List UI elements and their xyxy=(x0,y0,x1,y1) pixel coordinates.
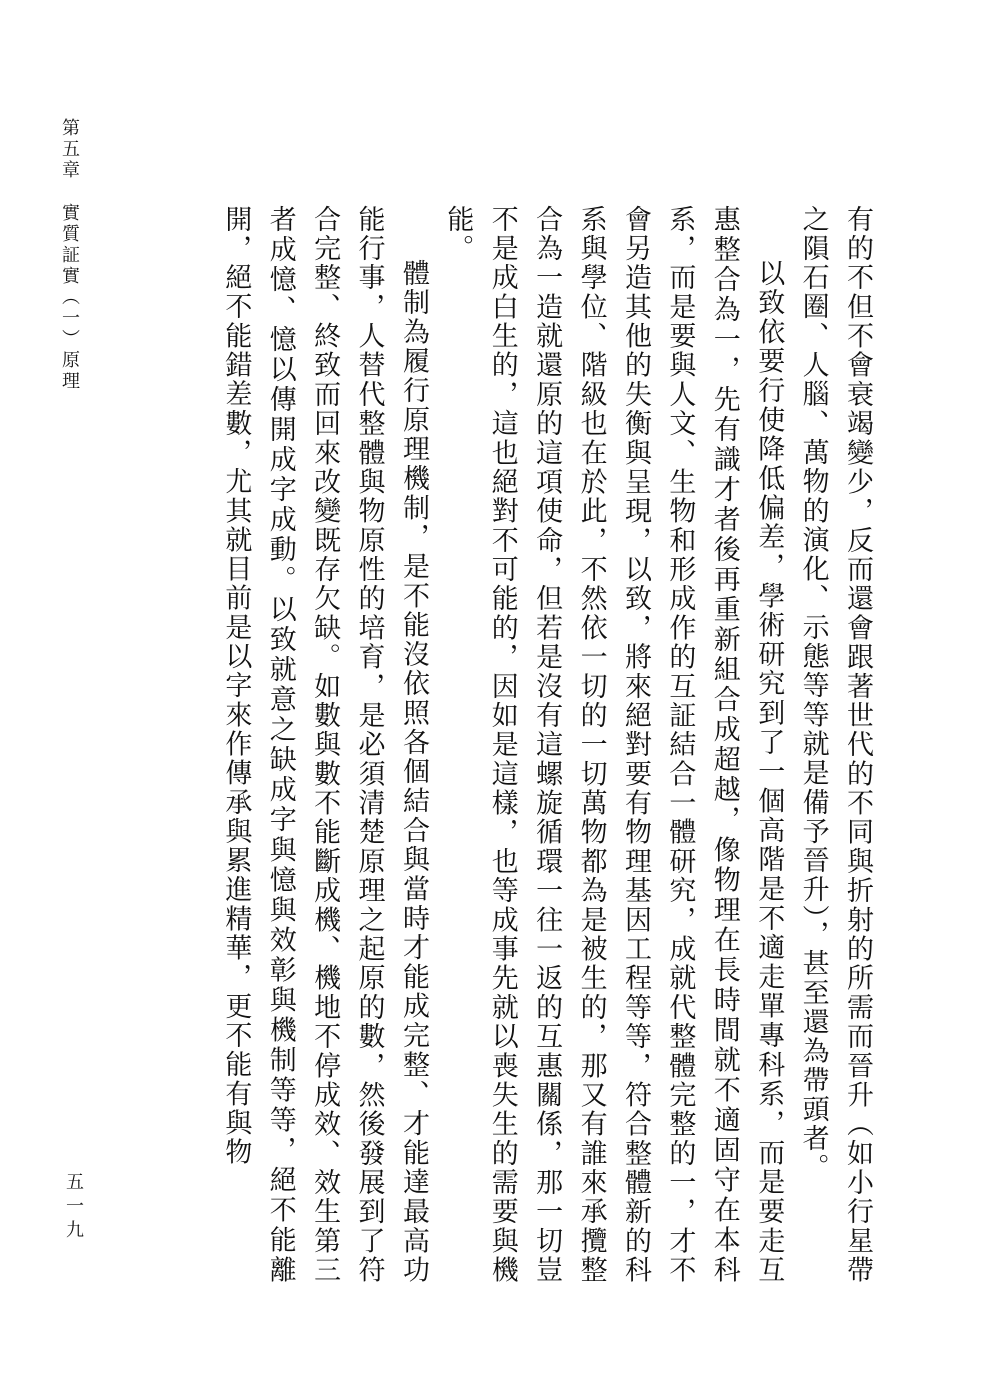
paragraph-1: 有的不但不會衰竭變少，反而還會跟著世代的不同與折射的所需而晉升（如小行星帶之隕石圈、人腦、萬物的演化、示態等等就是備予晉升），甚至還為帶頭者。 xyxy=(797,205,873,1285)
page-number: 五一九 xyxy=(63,1172,84,1244)
paragraph-3: 體制為履行原理機制，是不能沒依照各個結合與當時才能成完整、才能達最高功能行事，人替代整體與物原性的培育，是必須清楚原理之起原的數，然後發展到了符合完整、終致而回來改變既存欠缺。如數與數不能斷成機、機地不停成效、效生第三者成憶、憶以傳開成字成動。以致就意之缺成字與憶與效彰與機制等等，絕不能離開，絕不能錯差數，尤其就目前是以字來作傳承與累進精華，更不能有與物 xyxy=(220,205,429,1285)
running-header xyxy=(58,118,80,392)
chapter-label: 第五章 xyxy=(59,118,80,181)
paragraph-2: 以致依要行使降低偏差，學術研究到了一個高階是不適走單專科系，而是要走互惠整合為一，先有識才者後再重新組合成超越，像物理在長時間就不適固守在本科系，而是要與人文、生物和形成作的互証結合一體研究，成就代整體完整的一，才不會另造其他的失衡與呈現，以致，將來絕對要有物理基因工程等等，符合整體新的科系與學位、階級也在於此，不然依一切的一切萬物都為是被生的，那又有誰來承攬整合為一造就還原的這項使命，但若是沒有這螺旋循環一往一返的互惠關係，那一切豈不是成白生的，這也絕對不可能的，因如是這樣，也等成事先就以喪失生的需要與機能。 xyxy=(442,205,785,1285)
body-text xyxy=(213,205,879,1285)
chapter-title: 實質証實（一）原理 xyxy=(59,203,80,392)
